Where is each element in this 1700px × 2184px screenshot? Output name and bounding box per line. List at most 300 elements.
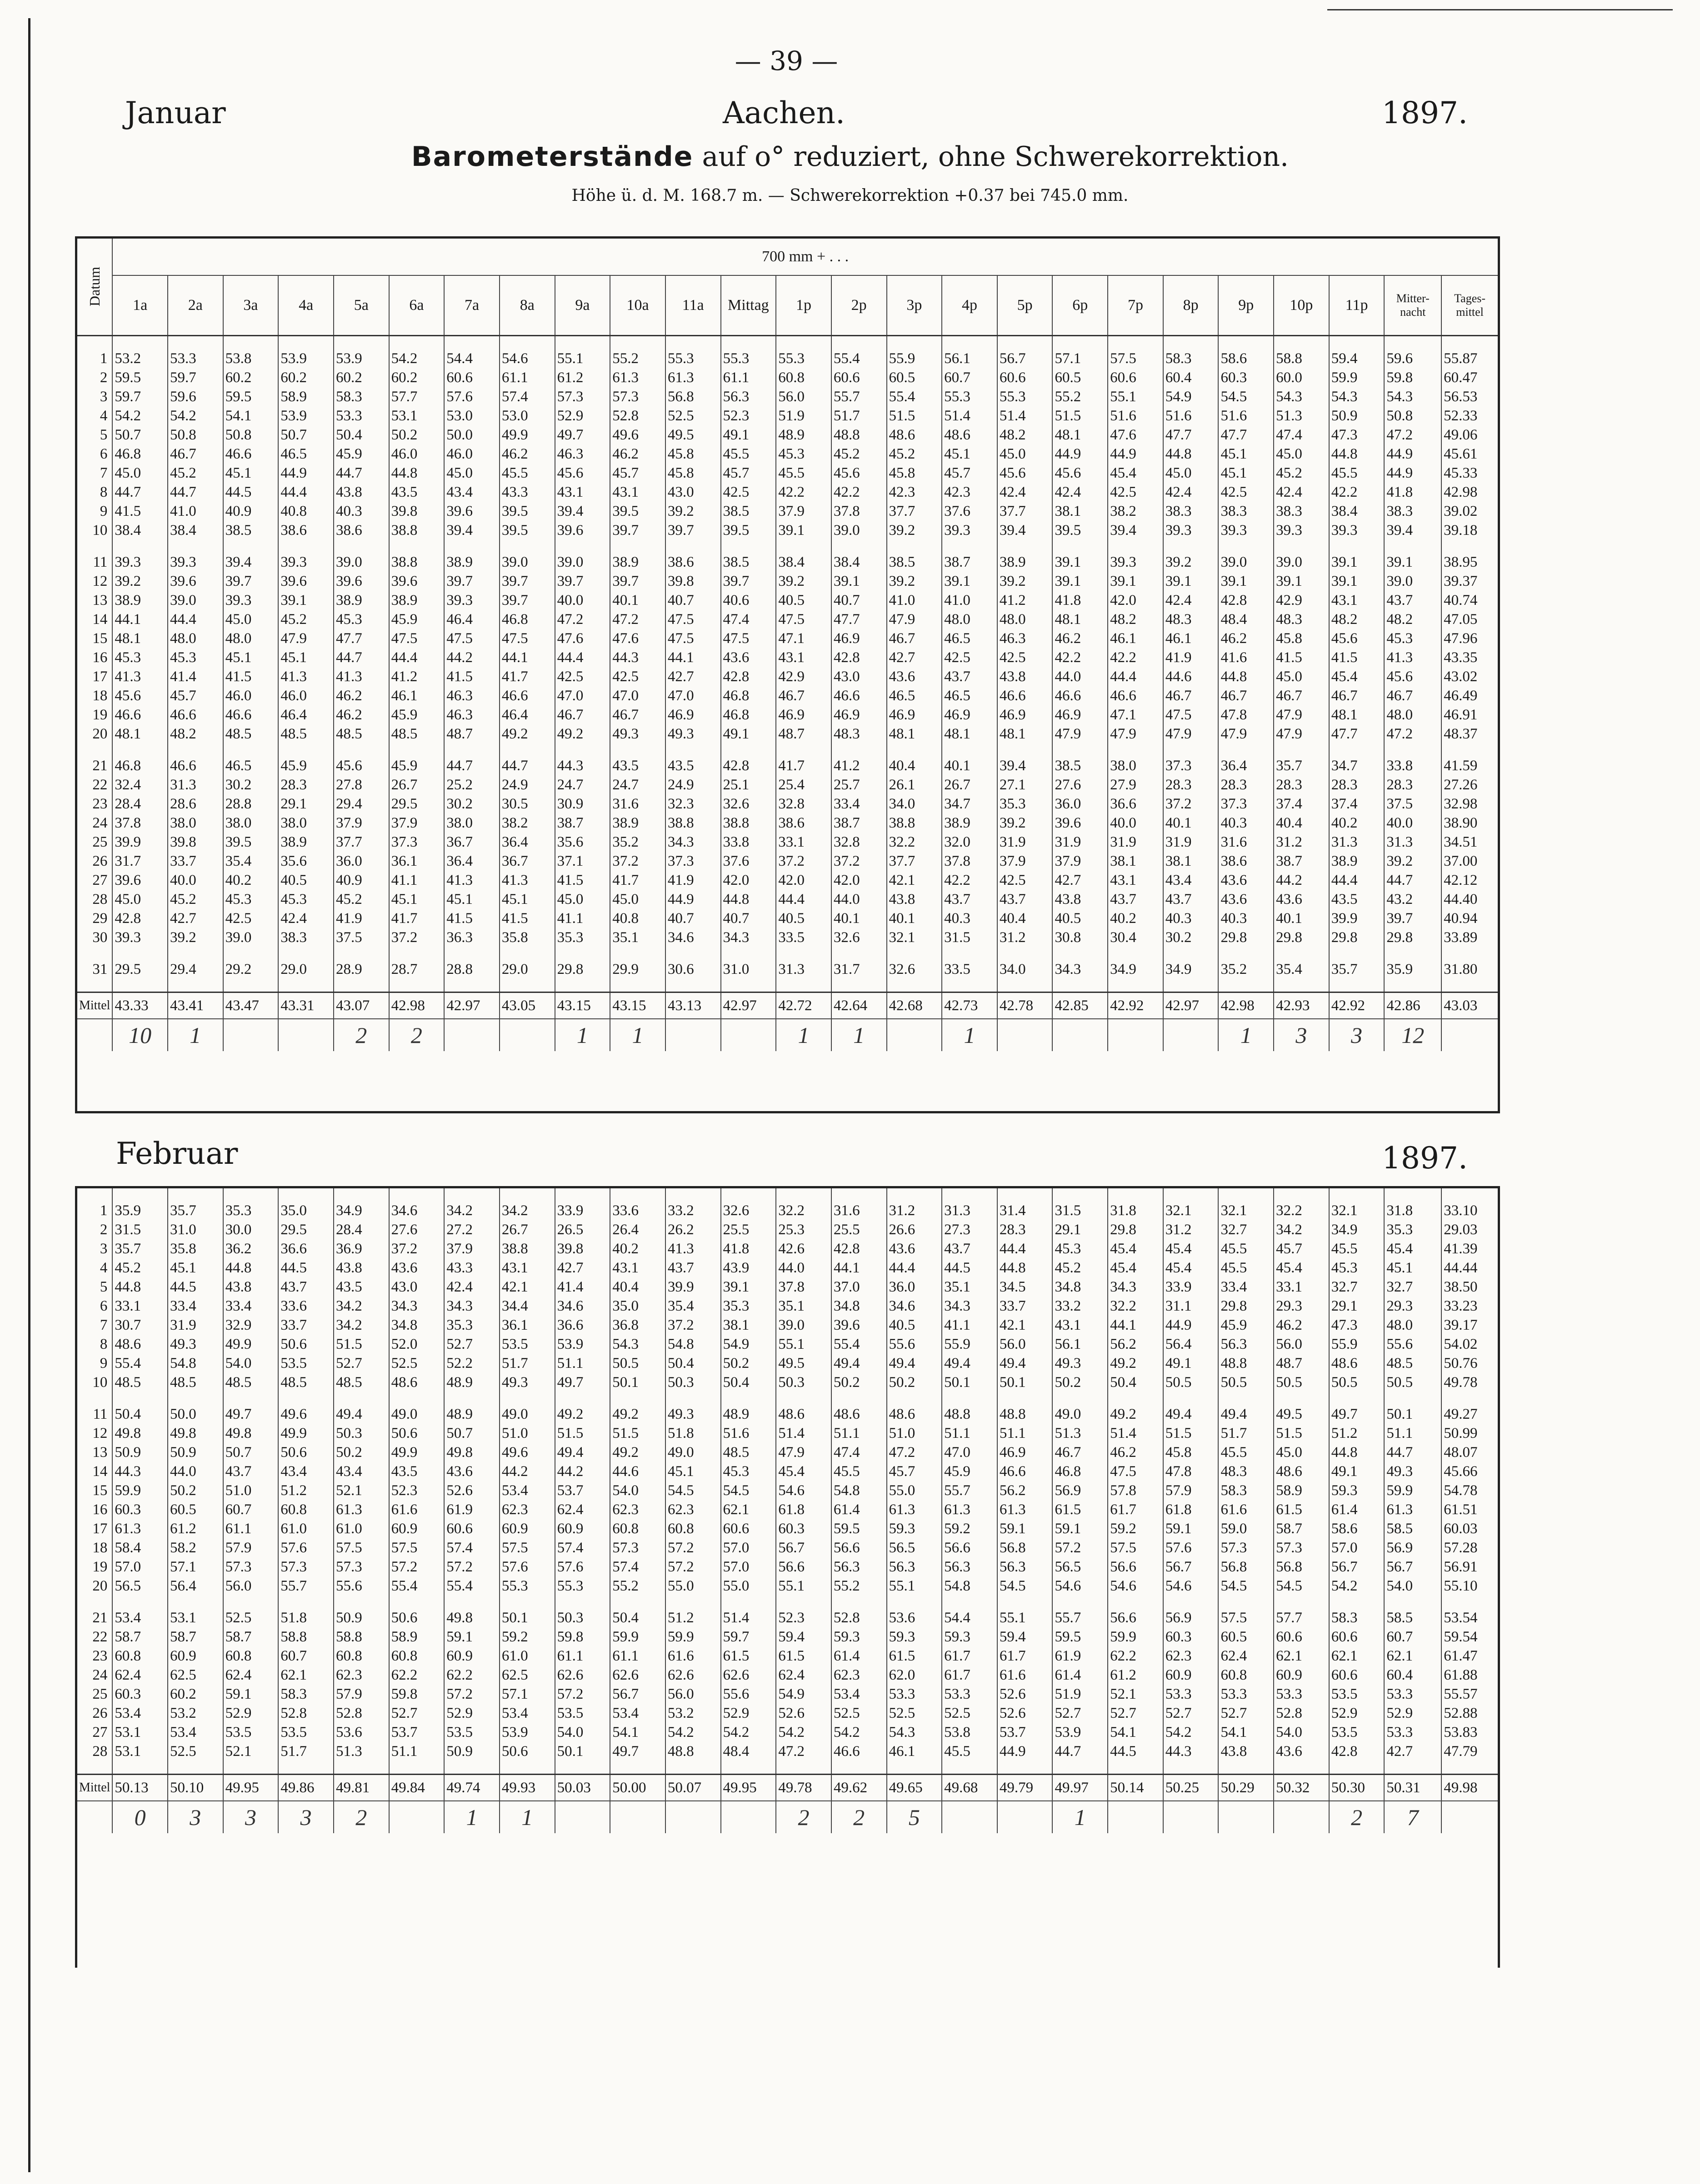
value-cell: 45.4 [1274, 1258, 1329, 1277]
value-cell: 39.2 [997, 572, 1053, 591]
value-cell: 53.3 [1384, 1723, 1441, 1742]
value-cell: 42.9 [1274, 591, 1329, 610]
value-cell: 39.0 [168, 591, 223, 610]
value-cell: 45.5 [831, 1462, 887, 1481]
value-cell: 56.5 [112, 1576, 168, 1596]
value-cell: 48.2 [997, 425, 1053, 444]
value-cell: 42.5 [555, 667, 610, 686]
value-cell: 49.4 [831, 1354, 887, 1373]
value-cell: 45.2 [278, 610, 334, 629]
table-row [77, 553, 1498, 572]
handwritten-mark [1052, 1019, 1108, 1051]
value-cell: 62.6 [555, 1665, 610, 1685]
value-cell: 37.2 [389, 1239, 445, 1258]
value-cell: 53.9 [555, 1335, 610, 1354]
value-cell: 61.47 [1441, 1646, 1498, 1665]
value-cell: 61.5 [1274, 1500, 1329, 1519]
value-cell: 40.1 [831, 909, 887, 928]
value-cell: 53.8 [223, 349, 279, 368]
value-cell: 44.4 [997, 1239, 1053, 1258]
value-cell: 47.5 [1163, 705, 1219, 724]
value-cell: 36.1 [500, 1316, 555, 1335]
handwritten-mark [665, 1801, 721, 1833]
hour-header: 2p [831, 275, 887, 336]
value-cell: 60.6 [1329, 1627, 1385, 1646]
value-cell: 44.2 [555, 1462, 610, 1481]
value-cell: 37.8 [942, 852, 997, 871]
value-cell: 51.0 [887, 1424, 942, 1443]
value-cell: 51.2 [278, 1481, 334, 1500]
table-row [77, 1538, 1498, 1557]
value-cell: 39.1 [1329, 572, 1385, 591]
value-cell: 48.2 [1329, 610, 1385, 629]
value-cell: 39.7 [1384, 909, 1441, 928]
value-cell: 42.8 [831, 1239, 887, 1258]
mittel-value: 50.32 [1274, 1775, 1329, 1801]
table-row [77, 1220, 1498, 1239]
handwritten-mark: 1 [831, 1019, 887, 1051]
value-cell: 56.0 [1274, 1335, 1329, 1354]
value-cell: 39.9 [665, 1277, 721, 1296]
handwritten-marks-row [77, 1019, 1498, 1051]
value-cell: 50.2 [721, 1354, 776, 1373]
value-cell: 46.6 [831, 686, 887, 705]
value-cell: 57.4 [444, 1538, 500, 1557]
value-cell: 34.2 [334, 1296, 389, 1316]
value-cell: 27.8 [334, 775, 389, 794]
value-cell: 43.4 [1163, 871, 1219, 890]
value-cell: 39.6 [444, 502, 500, 521]
value-cell: 50.0 [444, 425, 500, 444]
value-cell: 56.9 [1052, 1481, 1108, 1500]
value-cell: 44.1 [665, 648, 721, 667]
value-cell: 36.7 [500, 852, 555, 871]
value-cell: 56.8 [1218, 1557, 1274, 1576]
value-cell: 45.0 [610, 890, 665, 909]
value-cell: 37.8 [112, 813, 168, 833]
value-cell: 31.3 [942, 1201, 997, 1220]
value-cell: 47.6 [1108, 425, 1163, 444]
value-cell: 45.4 [776, 1462, 831, 1481]
value-cell: 59.6 [168, 387, 223, 406]
value-cell: 58.2 [168, 1538, 223, 1557]
table-row [77, 464, 1498, 483]
value-cell: 49.2 [1108, 1354, 1163, 1373]
value-cell: 39.6 [334, 572, 389, 591]
date-cell: 22 [92, 1629, 108, 1645]
value-cell: 50.2 [334, 1443, 389, 1462]
value-cell: 44.3 [112, 1462, 168, 1481]
value-cell: 46.7 [1218, 686, 1274, 705]
value-cell: 49.4 [1163, 1405, 1219, 1424]
date-cell: 31 [92, 961, 108, 977]
value-cell: 38.8 [389, 553, 445, 572]
value-cell: 59.3 [831, 1627, 887, 1646]
value-cell: 54.6 [776, 1481, 831, 1500]
value-cell: 41.2 [389, 667, 445, 686]
value-cell: 55.7 [278, 1576, 334, 1596]
value-cell: 38.6 [776, 813, 831, 833]
value-cell: 57.5 [1218, 1608, 1274, 1627]
value-cell: 41.1 [389, 871, 445, 890]
value-cell: 60.9 [555, 1519, 610, 1538]
value-cell: 46.6 [1108, 686, 1163, 705]
value-cell: 33.2 [1052, 1296, 1108, 1316]
value-cell: 60.6 [1274, 1627, 1329, 1646]
value-cell: 53.0 [444, 406, 500, 425]
value-cell: 58.3 [1218, 1481, 1274, 1500]
value-cell: 46.9 [831, 705, 887, 724]
date-cell: 23 [92, 1648, 108, 1664]
value-cell: 44.8 [1329, 444, 1385, 464]
value-cell: 59.1 [997, 1519, 1053, 1538]
value-cell: 45.3 [223, 890, 279, 909]
value-cell: 45.7 [721, 464, 776, 483]
value-cell: 35.4 [665, 1296, 721, 1316]
value-cell: 47.9 [1052, 724, 1108, 743]
value-cell: 55.3 [500, 1576, 555, 1596]
value-cell: 48.5 [389, 724, 445, 743]
value-cell: 48.3 [1218, 1462, 1274, 1481]
value-cell: 46.6 [223, 444, 279, 464]
value-cell: 28.7 [389, 960, 445, 979]
value-cell: 52.5 [168, 1742, 223, 1761]
value-cell: 52.8 [278, 1704, 334, 1723]
value-cell: 49.8 [168, 1424, 223, 1443]
value-cell: 36.1 [389, 852, 445, 871]
value-cell: 50.1 [610, 1373, 665, 1392]
mittel-value: 42.97 [721, 992, 776, 1019]
value-cell: 54.2 [1329, 1576, 1385, 1596]
value-cell: 46.7 [168, 444, 223, 464]
value-cell: 62.3 [610, 1500, 665, 1519]
value-cell: 38.3 [1163, 502, 1219, 521]
value-cell: 39.2 [887, 572, 942, 591]
value-cell: 35.1 [776, 1296, 831, 1316]
value-cell: 55.6 [1384, 1335, 1441, 1354]
value-cell: 52.0 [389, 1335, 445, 1354]
value-cell: 40.4 [1274, 813, 1329, 833]
value-cell: 39.3 [1274, 521, 1329, 540]
value-cell: 40.2 [610, 1239, 665, 1258]
value-cell: 41.39 [1441, 1239, 1498, 1258]
value-cell: 55.9 [1329, 1335, 1385, 1354]
value-cell: 31.3 [776, 960, 831, 979]
value-cell: 62.3 [334, 1665, 389, 1685]
handwritten-mark: 1 [1052, 1801, 1108, 1833]
value-cell: 62.5 [168, 1665, 223, 1685]
value-cell: 34.7 [1329, 756, 1385, 775]
table-row [77, 1723, 1498, 1742]
value-cell: 28.9 [334, 960, 389, 979]
value-cell: 47.7 [1218, 425, 1274, 444]
value-cell: 59.5 [223, 387, 279, 406]
hour-header: 6a [389, 275, 445, 336]
value-cell: 44.9 [278, 464, 334, 483]
table-row [77, 960, 1498, 979]
value-cell: 51.4 [776, 1424, 831, 1443]
value-cell: 50.6 [389, 1608, 445, 1627]
value-cell: 57.5 [1108, 349, 1163, 368]
table-row [77, 852, 1498, 871]
value-cell: 47.0 [665, 686, 721, 705]
value-cell: 37.9 [776, 502, 831, 521]
value-cell: 52.5 [223, 1608, 279, 1627]
value-cell: 50.7 [112, 425, 168, 444]
value-cell: 50.4 [334, 425, 389, 444]
value-cell: 56.53 [1441, 387, 1498, 406]
value-cell: 26.7 [389, 775, 445, 794]
value-cell: 61.4 [1052, 1665, 1108, 1685]
value-cell: 50.8 [223, 425, 279, 444]
value-cell: 41.9 [665, 871, 721, 890]
value-cell: 53.3 [887, 1685, 942, 1704]
handwritten-mark [1108, 1801, 1163, 1833]
value-cell: 24.7 [555, 775, 610, 794]
table-row [77, 1335, 1498, 1354]
value-cell: 52.3 [389, 1481, 445, 1500]
value-cell: 45.1 [1384, 1258, 1441, 1277]
value-cell: 61.3 [112, 1519, 168, 1538]
value-cell: 53.9 [278, 349, 334, 368]
value-cell: 31.3 [168, 775, 223, 794]
value-cell: 57.6 [1163, 1538, 1219, 1557]
value-cell: 56.3 [1218, 1335, 1274, 1354]
value-cell: 60.8 [223, 1646, 279, 1665]
value-cell: 41.5 [223, 667, 279, 686]
handwritten-mark: 3 [1274, 1019, 1329, 1051]
value-cell: 41.7 [776, 756, 831, 775]
value-cell: 60.5 [168, 1500, 223, 1519]
value-cell: 39.0 [1384, 572, 1441, 591]
value-cell: 33.89 [1441, 928, 1498, 947]
mittel-value: 49.95 [721, 1775, 776, 1801]
value-cell: 49.5 [1274, 1405, 1329, 1424]
value-cell: 39.18 [1441, 521, 1498, 540]
value-cell: 44.4 [1329, 871, 1385, 890]
value-cell: 48.8 [831, 425, 887, 444]
value-cell: 44.8 [997, 1258, 1053, 1277]
value-cell: 49.06 [1441, 425, 1498, 444]
value-cell: 55.3 [665, 349, 721, 368]
value-cell: 52.5 [665, 406, 721, 425]
value-cell: 38.0 [278, 813, 334, 833]
value-cell: 46.3 [444, 705, 500, 724]
value-cell: 47.2 [555, 610, 610, 629]
value-cell: 54.2 [721, 1723, 776, 1742]
value-cell: 62.4 [1218, 1646, 1274, 1665]
handwritten-mark: 2 [334, 1801, 389, 1833]
value-cell: 61.4 [831, 1646, 887, 1665]
value-cell: 60.7 [1384, 1627, 1441, 1646]
value-cell: 60.9 [500, 1519, 555, 1538]
value-cell: 43.2 [1384, 890, 1441, 909]
value-cell: 40.4 [887, 756, 942, 775]
value-cell: 55.3 [997, 387, 1053, 406]
value-cell: 45.0 [223, 610, 279, 629]
value-cell: 34.4 [500, 1296, 555, 1316]
value-cell: 43.4 [278, 1462, 334, 1481]
value-cell: 45.3 [334, 610, 389, 629]
value-cell: 52.7 [1052, 1704, 1108, 1723]
value-cell: 51.5 [334, 1335, 389, 1354]
value-cell: 46.6 [1052, 686, 1108, 705]
value-cell: 35.6 [278, 852, 334, 871]
value-cell: 42.0 [831, 871, 887, 890]
value-cell: 48.5 [223, 724, 279, 743]
value-cell: 49.4 [334, 1405, 389, 1424]
value-cell: 43.7 [942, 667, 997, 686]
value-cell: 47.9 [1163, 724, 1219, 743]
value-cell: 56.3 [887, 1557, 942, 1576]
value-cell: 46.7 [1163, 686, 1219, 705]
value-cell: 44.0 [1052, 667, 1108, 686]
value-cell: 48.6 [887, 1405, 942, 1424]
value-cell: 31.2 [1274, 833, 1329, 852]
value-cell: 49.8 [223, 1424, 279, 1443]
value-cell: 56.7 [1329, 1557, 1385, 1576]
value-cell: 57.5 [1108, 1538, 1163, 1557]
value-cell: 57.6 [278, 1538, 334, 1557]
value-cell: 45.5 [1329, 1239, 1385, 1258]
value-cell: 61.2 [1108, 1665, 1163, 1685]
value-cell: 25.1 [721, 775, 776, 794]
value-cell: 49.4 [997, 1354, 1053, 1373]
value-cell: 57.2 [665, 1538, 721, 1557]
value-cell: 62.1 [1274, 1646, 1329, 1665]
value-cell: 40.0 [555, 591, 610, 610]
value-cell: 38.8 [887, 813, 942, 833]
value-cell: 40.1 [887, 909, 942, 928]
value-cell: 54.0 [610, 1481, 665, 1500]
value-cell: 31.8 [1108, 1201, 1163, 1220]
value-cell: 46.1 [1108, 629, 1163, 648]
value-cell: 37.1 [555, 852, 610, 871]
value-cell: 55.4 [444, 1576, 500, 1596]
value-cell: 28.3 [1218, 775, 1274, 794]
value-cell: 52.9 [223, 1704, 279, 1723]
value-cell: 52.7 [1163, 1704, 1219, 1723]
value-cell: 36.4 [1218, 756, 1274, 775]
value-cell: 47.9 [776, 1443, 831, 1462]
value-cell: 41.2 [997, 591, 1053, 610]
value-cell: 55.3 [942, 387, 997, 406]
value-cell: 54.0 [1274, 1723, 1329, 1742]
value-cell: 61.6 [389, 1500, 445, 1519]
value-cell: 25.5 [721, 1220, 776, 1239]
value-cell: 61.3 [334, 1500, 389, 1519]
value-cell: 49.3 [665, 724, 721, 743]
mittel-value: 49.78 [776, 1775, 831, 1801]
value-cell: 38.2 [1108, 502, 1163, 521]
value-cell: 59.8 [555, 1627, 610, 1646]
value-cell: 52.6 [997, 1685, 1053, 1704]
date-cell: 19 [92, 1559, 108, 1575]
value-cell: 46.9 [942, 705, 997, 724]
value-cell: 44.3 [555, 756, 610, 775]
value-cell: 58.9 [1274, 1481, 1329, 1500]
value-cell: 57.9 [1163, 1481, 1219, 1500]
value-cell: 28.8 [444, 960, 500, 979]
date-cell: 7 [100, 1317, 108, 1333]
value-cell: 40.5 [278, 871, 334, 890]
table-row [77, 686, 1498, 705]
value-cell: 46.1 [1163, 629, 1219, 648]
value-cell: 40.5 [776, 591, 831, 610]
value-cell: 60.3 [1163, 1627, 1219, 1646]
date-cell: 3 [100, 389, 108, 405]
value-cell: 56.2 [1108, 1335, 1163, 1354]
table-row [77, 1704, 1498, 1723]
value-cell: 51.5 [1052, 406, 1108, 425]
value-cell: 29.5 [112, 960, 168, 979]
value-cell: 47.9 [1274, 705, 1329, 724]
value-cell: 51.9 [776, 406, 831, 425]
value-cell: 46.8 [112, 444, 168, 464]
value-cell: 48.3 [1274, 610, 1329, 629]
value-cell: 44.6 [1163, 667, 1219, 686]
value-cell: 42.5 [223, 909, 279, 928]
value-cell: 50.5 [1218, 1373, 1274, 1392]
value-cell: 45.6 [1052, 464, 1108, 483]
value-cell: 33.9 [1163, 1277, 1219, 1296]
value-cell: 49.2 [610, 1405, 665, 1424]
date-cell: 27 [92, 1724, 108, 1740]
value-cell: 34.8 [389, 1316, 445, 1335]
value-cell: 45.2 [1052, 1258, 1108, 1277]
value-cell: 34.3 [389, 1296, 445, 1316]
value-cell: 52.1 [1108, 1685, 1163, 1704]
value-cell: 46.6 [168, 756, 223, 775]
value-cell: 52.1 [223, 1742, 279, 1761]
value-cell: 50.1 [942, 1373, 997, 1392]
value-cell: 26.5 [555, 1220, 610, 1239]
value-cell: 60.5 [1218, 1627, 1274, 1646]
value-cell: 60.6 [444, 1519, 500, 1538]
value-cell: 46.2 [1108, 1443, 1163, 1462]
hour-header: 8p [1163, 275, 1219, 336]
value-cell: 45.8 [1163, 1443, 1219, 1462]
value-cell: 49.1 [721, 425, 776, 444]
value-cell: 37.8 [831, 502, 887, 521]
value-cell: 46.9 [831, 629, 887, 648]
value-cell: 49.2 [500, 724, 555, 743]
mittel-value: 43.13 [665, 992, 721, 1019]
value-cell: 39.1 [1052, 553, 1108, 572]
value-cell: 31.2 [887, 1201, 942, 1220]
value-cell: 57.1 [500, 1685, 555, 1704]
value-cell: 62.4 [555, 1500, 610, 1519]
handwritten-mark [1441, 1801, 1498, 1833]
value-cell: 28.4 [112, 794, 168, 813]
value-cell: 57.3 [1274, 1538, 1329, 1557]
value-cell: 43.35 [1441, 648, 1498, 667]
value-cell: 59.3 [887, 1519, 942, 1538]
value-cell: 31.9 [1108, 833, 1163, 852]
value-cell: 57.1 [1052, 349, 1108, 368]
value-cell: 47.5 [665, 610, 721, 629]
value-cell: 54.8 [942, 1576, 997, 1596]
value-cell: 40.1 [610, 591, 665, 610]
value-cell: 45.6 [334, 756, 389, 775]
value-cell: 57.2 [555, 1685, 610, 1704]
mittel-value: 42.85 [1052, 992, 1108, 1019]
value-cell: 27.9 [1108, 775, 1163, 794]
value-cell: 49.5 [776, 1354, 831, 1373]
value-cell: 59.1 [444, 1627, 500, 1646]
value-cell: 36.7 [444, 833, 500, 852]
mittel-value: 42.86 [1384, 992, 1441, 1019]
